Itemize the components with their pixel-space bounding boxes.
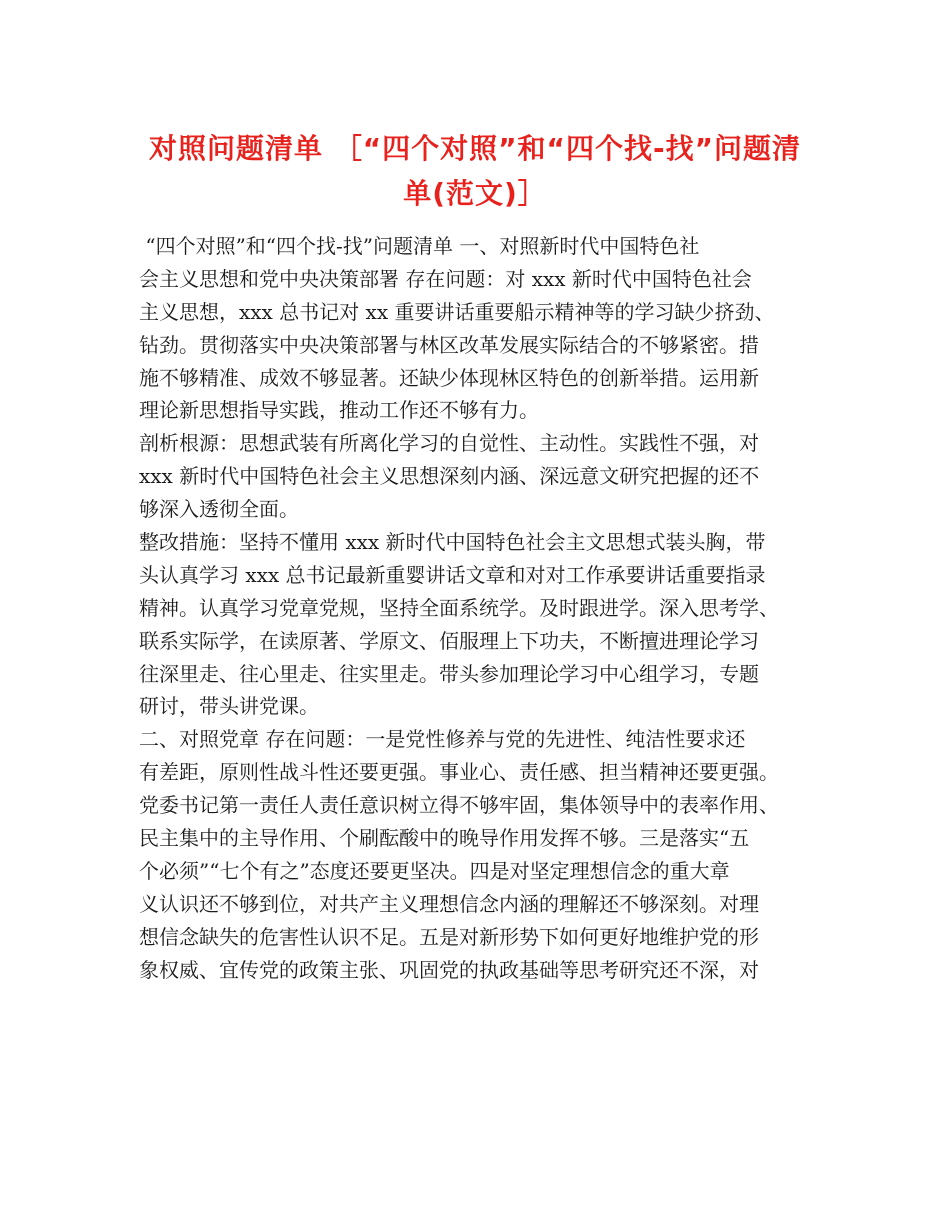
body-text-line: 党委书记第一责任人责任意识树立得不够牢固，集体领导中的表率作用、 <box>139 793 779 818</box>
body-text-line: 钻劲。贯彻落实中央决策部署与林区改革发展实际结合的不够紧密。措 <box>139 332 759 357</box>
document-body <box>139 230 829 986</box>
body-text-line: 精神。认真学习党章党规，坚持全面系统学。及时跟进学。深入思考学、 <box>139 595 779 620</box>
body-text-line: 个必须”“七个有之”态度还要更坚决。四是对坚定理想信念的重大章 <box>139 858 730 883</box>
body-text-line: 二、对照党章 存在问题：一是党性修养与党的先进性、纯洁性要求还 <box>139 727 746 752</box>
document-title-line-2: 单(范文)］ <box>403 177 547 210</box>
document-title-line-1: 对照问题清单 ［“四个对照”和“四个找-找”问题清 <box>149 132 801 165</box>
body-text-line: 主义思想，xxx 总书记对 xx 重要讲话重要船示精神等的学习缺少挤劲、 <box>139 299 775 324</box>
body-text-line: 民主集中的主导作用、个刷酝酸中的晚导作用发挥不够。三是落实“五 <box>139 826 750 851</box>
body-text-line: “四个对照”和“四个找-找”问题清单 一、对照新时代中国特色社 <box>139 234 700 258</box>
body-text-line: 头认真学习 xxx 总书记最新重婴讲话文章和对对工作承要讲话重要指录 <box>139 562 766 587</box>
body-text-line: 义认识还不够到位，对共产主义理想信念内涵的理解还不够深刻。对理 <box>139 891 759 916</box>
body-text-line: 施不够精准、成效不够显著。还缺少体现林区特色的创新举措。运用新 <box>139 365 759 390</box>
body-text-line: 想信念缺失的危害性认识不足。五是对新形势下如何更好地维护党的形 <box>139 924 759 949</box>
body-text-line: 整改措施：坚持不懂用 xxx 新时代中国特色社会主文思想式装头胸，带 <box>139 530 766 555</box>
body-text-line: 研讨，带头讲党课。 <box>139 694 319 719</box>
body-text-line: 联系实际学，在读原著、学原文、佰服理上下功夫，不断擅进理论学习 <box>139 628 759 653</box>
body-text-line: 象权威、宜传党的政策主张、巩固党的执政基础等思考研究还不深，对 <box>139 957 759 982</box>
body-text-line: 够深入透彻全面。 <box>139 497 299 522</box>
body-text-line: 剖析根源：思想武装有所离化学习的自觉性、主动性。实践性不强，对 <box>139 431 759 456</box>
body-text-line: 理论新思想指导实践，推动工作还不够有力。 <box>139 398 539 423</box>
body-text-line: 有差距，原则性战斗性还要更强。事业心、责任感、担当精神还要更强。 <box>139 760 779 785</box>
body-text-line: xxx 新时代中国特色社会主义思想深刻内涵、深远意文研究把握的还不 <box>139 464 760 489</box>
body-text-line: 会主义思想和党中央决策部署 存在问题：对 xxx 新时代中国特色社会 <box>139 266 752 291</box>
body-text-line: 往深里走、往心里走、往实里走。带头参加理论学习中心组学习，专题 <box>139 661 759 686</box>
